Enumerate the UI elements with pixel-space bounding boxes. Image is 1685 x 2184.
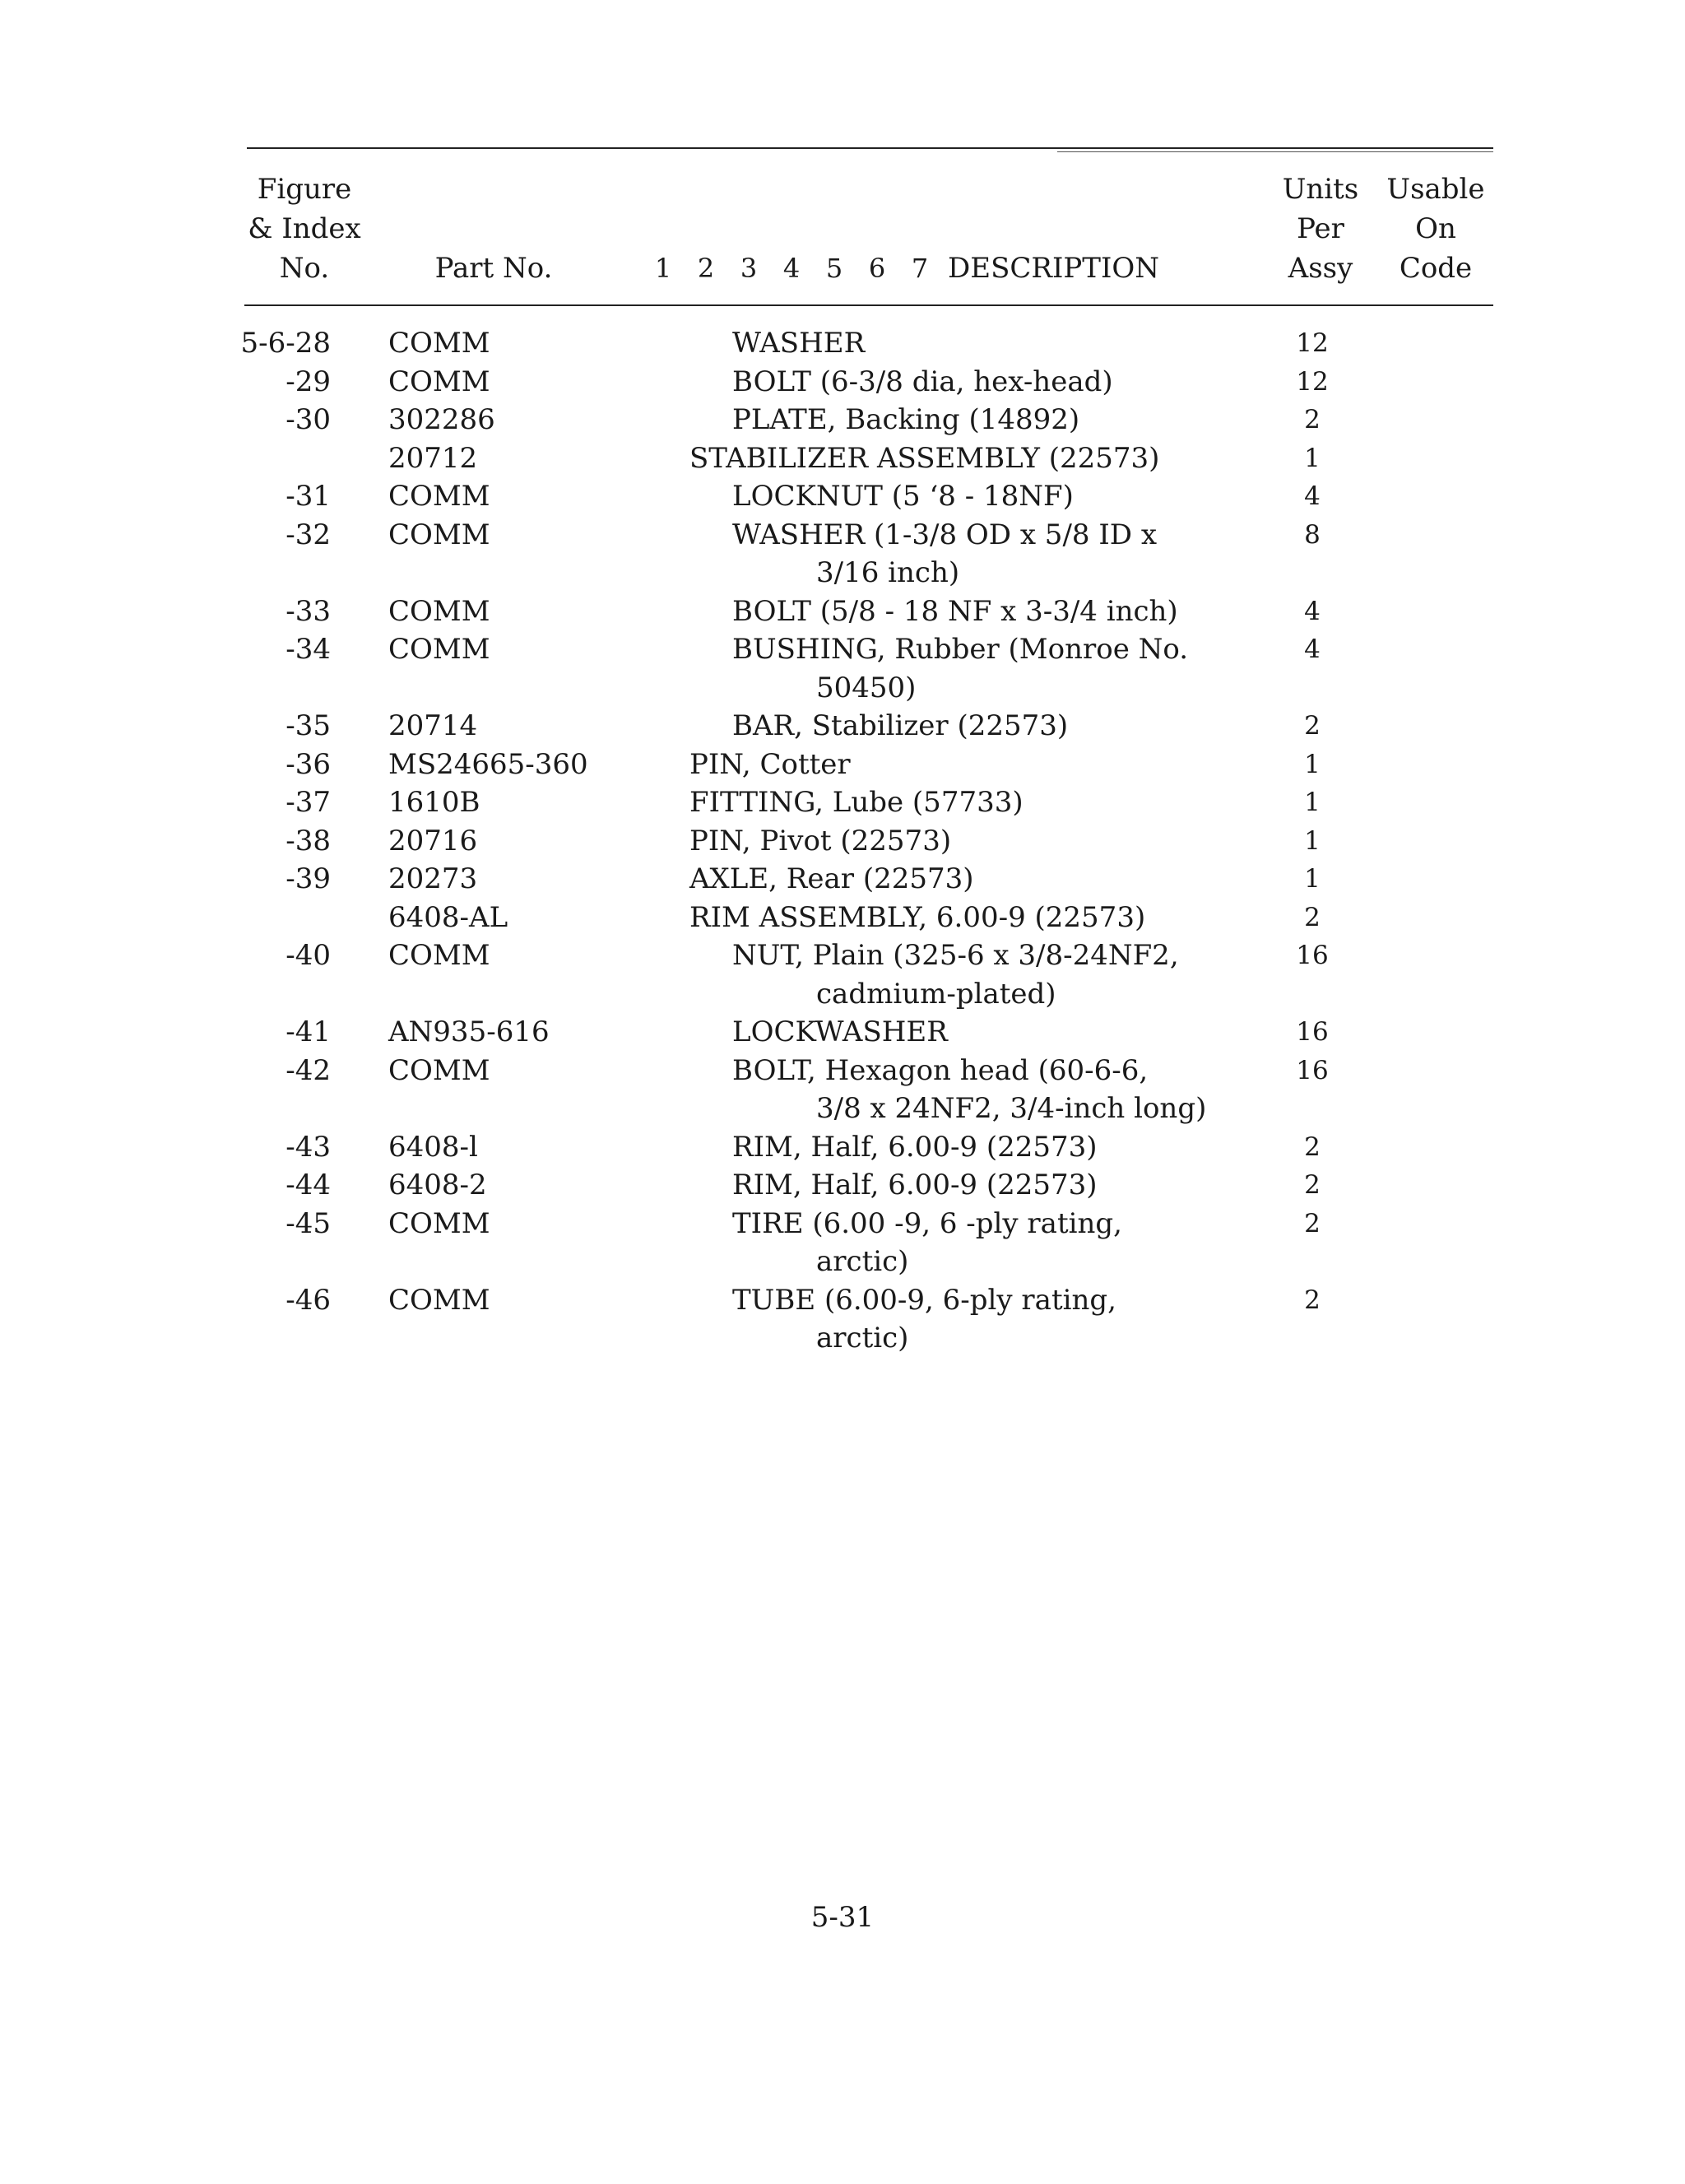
part-description: LOCKNUT (5 ‘8 - 18NF) — [732, 480, 1074, 513]
part-number: 20716 — [388, 824, 478, 857]
part-number: COMM — [388, 939, 490, 972]
units-per-assy: 8 — [1304, 519, 1321, 550]
table-row — [0, 324, 1685, 363]
part-number: COMM — [388, 327, 490, 360]
part-description: TUBE (6.00-9, 6-ply rating, — [732, 1283, 1116, 1317]
table-row — [0, 899, 1685, 937]
units-per-assy: 1 — [1304, 443, 1321, 473]
figure-index-number: -40 — [285, 939, 331, 972]
part-description: BUSHING, Rubber (Monroe No. — [732, 633, 1189, 666]
units-per-assy: 4 — [1304, 481, 1321, 511]
table-row — [0, 1052, 1685, 1128]
description-label: DESCRIPTION — [948, 252, 1160, 285]
part-description: BOLT (6-3/8 dia, hex-head) — [732, 365, 1113, 398]
parts-table-body — [0, 324, 1685, 1358]
part-number: COMM — [388, 518, 490, 551]
figure-index-number: 5-6-28 — [240, 327, 331, 360]
units-per-assy: 2 — [1304, 902, 1321, 932]
part-description: STABILIZER ASSEMBLY (22573) — [689, 441, 1160, 475]
indent-code: 4 — [782, 253, 801, 284]
part-description-continuation: arctic) — [816, 1245, 909, 1278]
table-row — [0, 477, 1685, 516]
part-description: RIM, Half, 6.00-9 (22573) — [732, 1130, 1098, 1164]
figure-index-number: -37 — [285, 786, 331, 819]
units-per-assy: 16 — [1296, 941, 1329, 970]
indent-code: 5 — [825, 253, 843, 284]
part-number-column-header: Part No. — [434, 252, 553, 285]
part-number: 302286 — [388, 403, 495, 436]
units-per-assy: 4 — [1304, 634, 1321, 664]
part-number: 6408-AL — [388, 900, 508, 934]
part-description: WASHER — [732, 327, 866, 360]
header-top-rule — [247, 147, 1493, 149]
description-column-header — [642, 249, 1168, 288]
table-row — [0, 1128, 1685, 1167]
table-row — [0, 363, 1685, 402]
figure-index-number: -34 — [285, 633, 331, 666]
table-row — [0, 439, 1685, 478]
part-description-continuation: cadmium-plated) — [816, 977, 1056, 1011]
units-per-assy: 2 — [1304, 1131, 1321, 1162]
units-per-assy: 12 — [1296, 328, 1329, 358]
part-number: AN935-616 — [388, 1015, 550, 1048]
units-per-assy: 2 — [1304, 1208, 1321, 1238]
part-description: AXLE, Rear (22573) — [689, 862, 974, 895]
part-description: BOLT, Hexagon head (60-6-6, — [732, 1053, 1149, 1087]
header-bottom-rule — [244, 304, 1493, 306]
header-top-rule-right — [1057, 151, 1493, 152]
part-description: TIRE (6.00 -9, 6 -ply rating, — [732, 1206, 1122, 1240]
part-description: RIM, Half, 6.00-9 (22573) — [732, 1169, 1098, 1201]
figure-index-number: -44 — [285, 1169, 331, 1201]
figure-index-number: -35 — [285, 709, 331, 742]
table-row — [0, 707, 1685, 746]
part-description: PIN, Pivot (22573) — [689, 824, 952, 857]
table-row — [0, 936, 1685, 1013]
part-description: PIN, Cotter — [689, 747, 851, 781]
part-number: COMM — [388, 1206, 490, 1240]
part-description-continuation: 3/8 x 24NF2, 3/4-inch long) — [816, 1092, 1207, 1125]
indent-code: 3 — [740, 253, 758, 284]
figure-index-number: -46 — [285, 1283, 331, 1317]
units-per-assy: 1 — [1304, 864, 1321, 894]
part-number: COMM — [388, 633, 490, 666]
usable-on-code-column-header: Usable On Code — [1386, 173, 1485, 285]
part-number: 20273 — [388, 862, 478, 895]
units-per-assy: 2 — [1304, 405, 1321, 434]
indent-code: 6 — [868, 253, 886, 284]
part-description: BOLT (5/8 - 18 NF x 3-3/4 inch) — [732, 594, 1178, 628]
part-description: WASHER (1-3/8 OD x 5/8 ID x — [732, 518, 1158, 551]
table-row — [0, 860, 1685, 899]
units-per-assy: 16 — [1296, 1017, 1329, 1047]
units-per-assy: 1 — [1304, 825, 1321, 856]
units-per-assy-column-header: Units Per Assy — [1282, 173, 1359, 285]
part-number: MS24665-360 — [388, 747, 588, 781]
figure-index-number: -31 — [285, 480, 331, 513]
part-description: RIM ASSEMBLY, 6.00-9 (22573) — [689, 900, 1146, 934]
table-row — [0, 516, 1685, 592]
page-number: 5-31 — [810, 1901, 875, 1934]
part-description: NUT, Plain (325-6 x 3/8-24NF2, — [732, 939, 1179, 972]
part-number: COMM — [388, 480, 490, 513]
table-row — [0, 592, 1685, 631]
part-description: FITTING, Lube (57733) — [689, 786, 1024, 819]
part-description: PLATE, Backing (14892) — [732, 403, 1080, 436]
table-row — [0, 1205, 1685, 1281]
part-number: COMM — [388, 365, 490, 398]
part-number: 20712 — [388, 441, 478, 475]
part-number: 1610B — [388, 786, 480, 819]
figure-index-number: -33 — [285, 594, 331, 628]
part-description: BAR, Stabilizer (22573) — [732, 709, 1069, 742]
part-description: LOCKWASHER — [732, 1015, 948, 1048]
units-per-assy: 1 — [1304, 788, 1321, 817]
table-row — [0, 746, 1685, 784]
indent-code: 1 — [654, 253, 672, 284]
table-row — [0, 1281, 1685, 1358]
figure-index-number: -45 — [285, 1206, 331, 1240]
units-per-assy: 2 — [1304, 1170, 1321, 1200]
part-description-continuation: 3/16 inch) — [816, 556, 960, 589]
table-row — [0, 1166, 1685, 1205]
part-number: COMM — [388, 594, 490, 628]
figure-index-number: -38 — [285, 824, 331, 857]
part-number: COMM — [388, 1283, 490, 1317]
part-description-continuation: arctic) — [816, 1322, 909, 1355]
figure-index-number: -36 — [285, 747, 331, 781]
figure-index-number: -41 — [285, 1015, 331, 1048]
figure-index-number: -29 — [285, 365, 331, 398]
figure-index-number: -32 — [285, 518, 331, 551]
table-row — [0, 822, 1685, 861]
figure-index-number: -30 — [285, 403, 331, 436]
units-per-assy: 16 — [1296, 1055, 1329, 1085]
part-number: COMM — [388, 1053, 490, 1087]
part-number: 6408-l — [388, 1130, 478, 1164]
units-per-assy: 4 — [1304, 596, 1321, 626]
table-row — [0, 783, 1685, 822]
table-row — [0, 1013, 1685, 1052]
figure-index-number: -39 — [285, 862, 331, 895]
table-row — [0, 401, 1685, 439]
figure-index-number: -43 — [285, 1130, 331, 1164]
units-per-assy: 12 — [1296, 366, 1329, 397]
part-number: 20714 — [388, 709, 478, 742]
indent-code: 2 — [697, 253, 715, 284]
units-per-assy: 2 — [1304, 1285, 1321, 1315]
part-number: 6408-2 — [388, 1169, 487, 1201]
part-description-continuation: 50450) — [816, 671, 917, 704]
figure-index-column-header: Figure & Index No. — [248, 173, 361, 285]
units-per-assy: 2 — [1304, 711, 1321, 741]
units-per-assy: 1 — [1304, 749, 1321, 779]
table-row — [0, 630, 1685, 707]
figure-index-number: -42 — [285, 1053, 331, 1087]
indent-code: 7 — [911, 253, 929, 284]
